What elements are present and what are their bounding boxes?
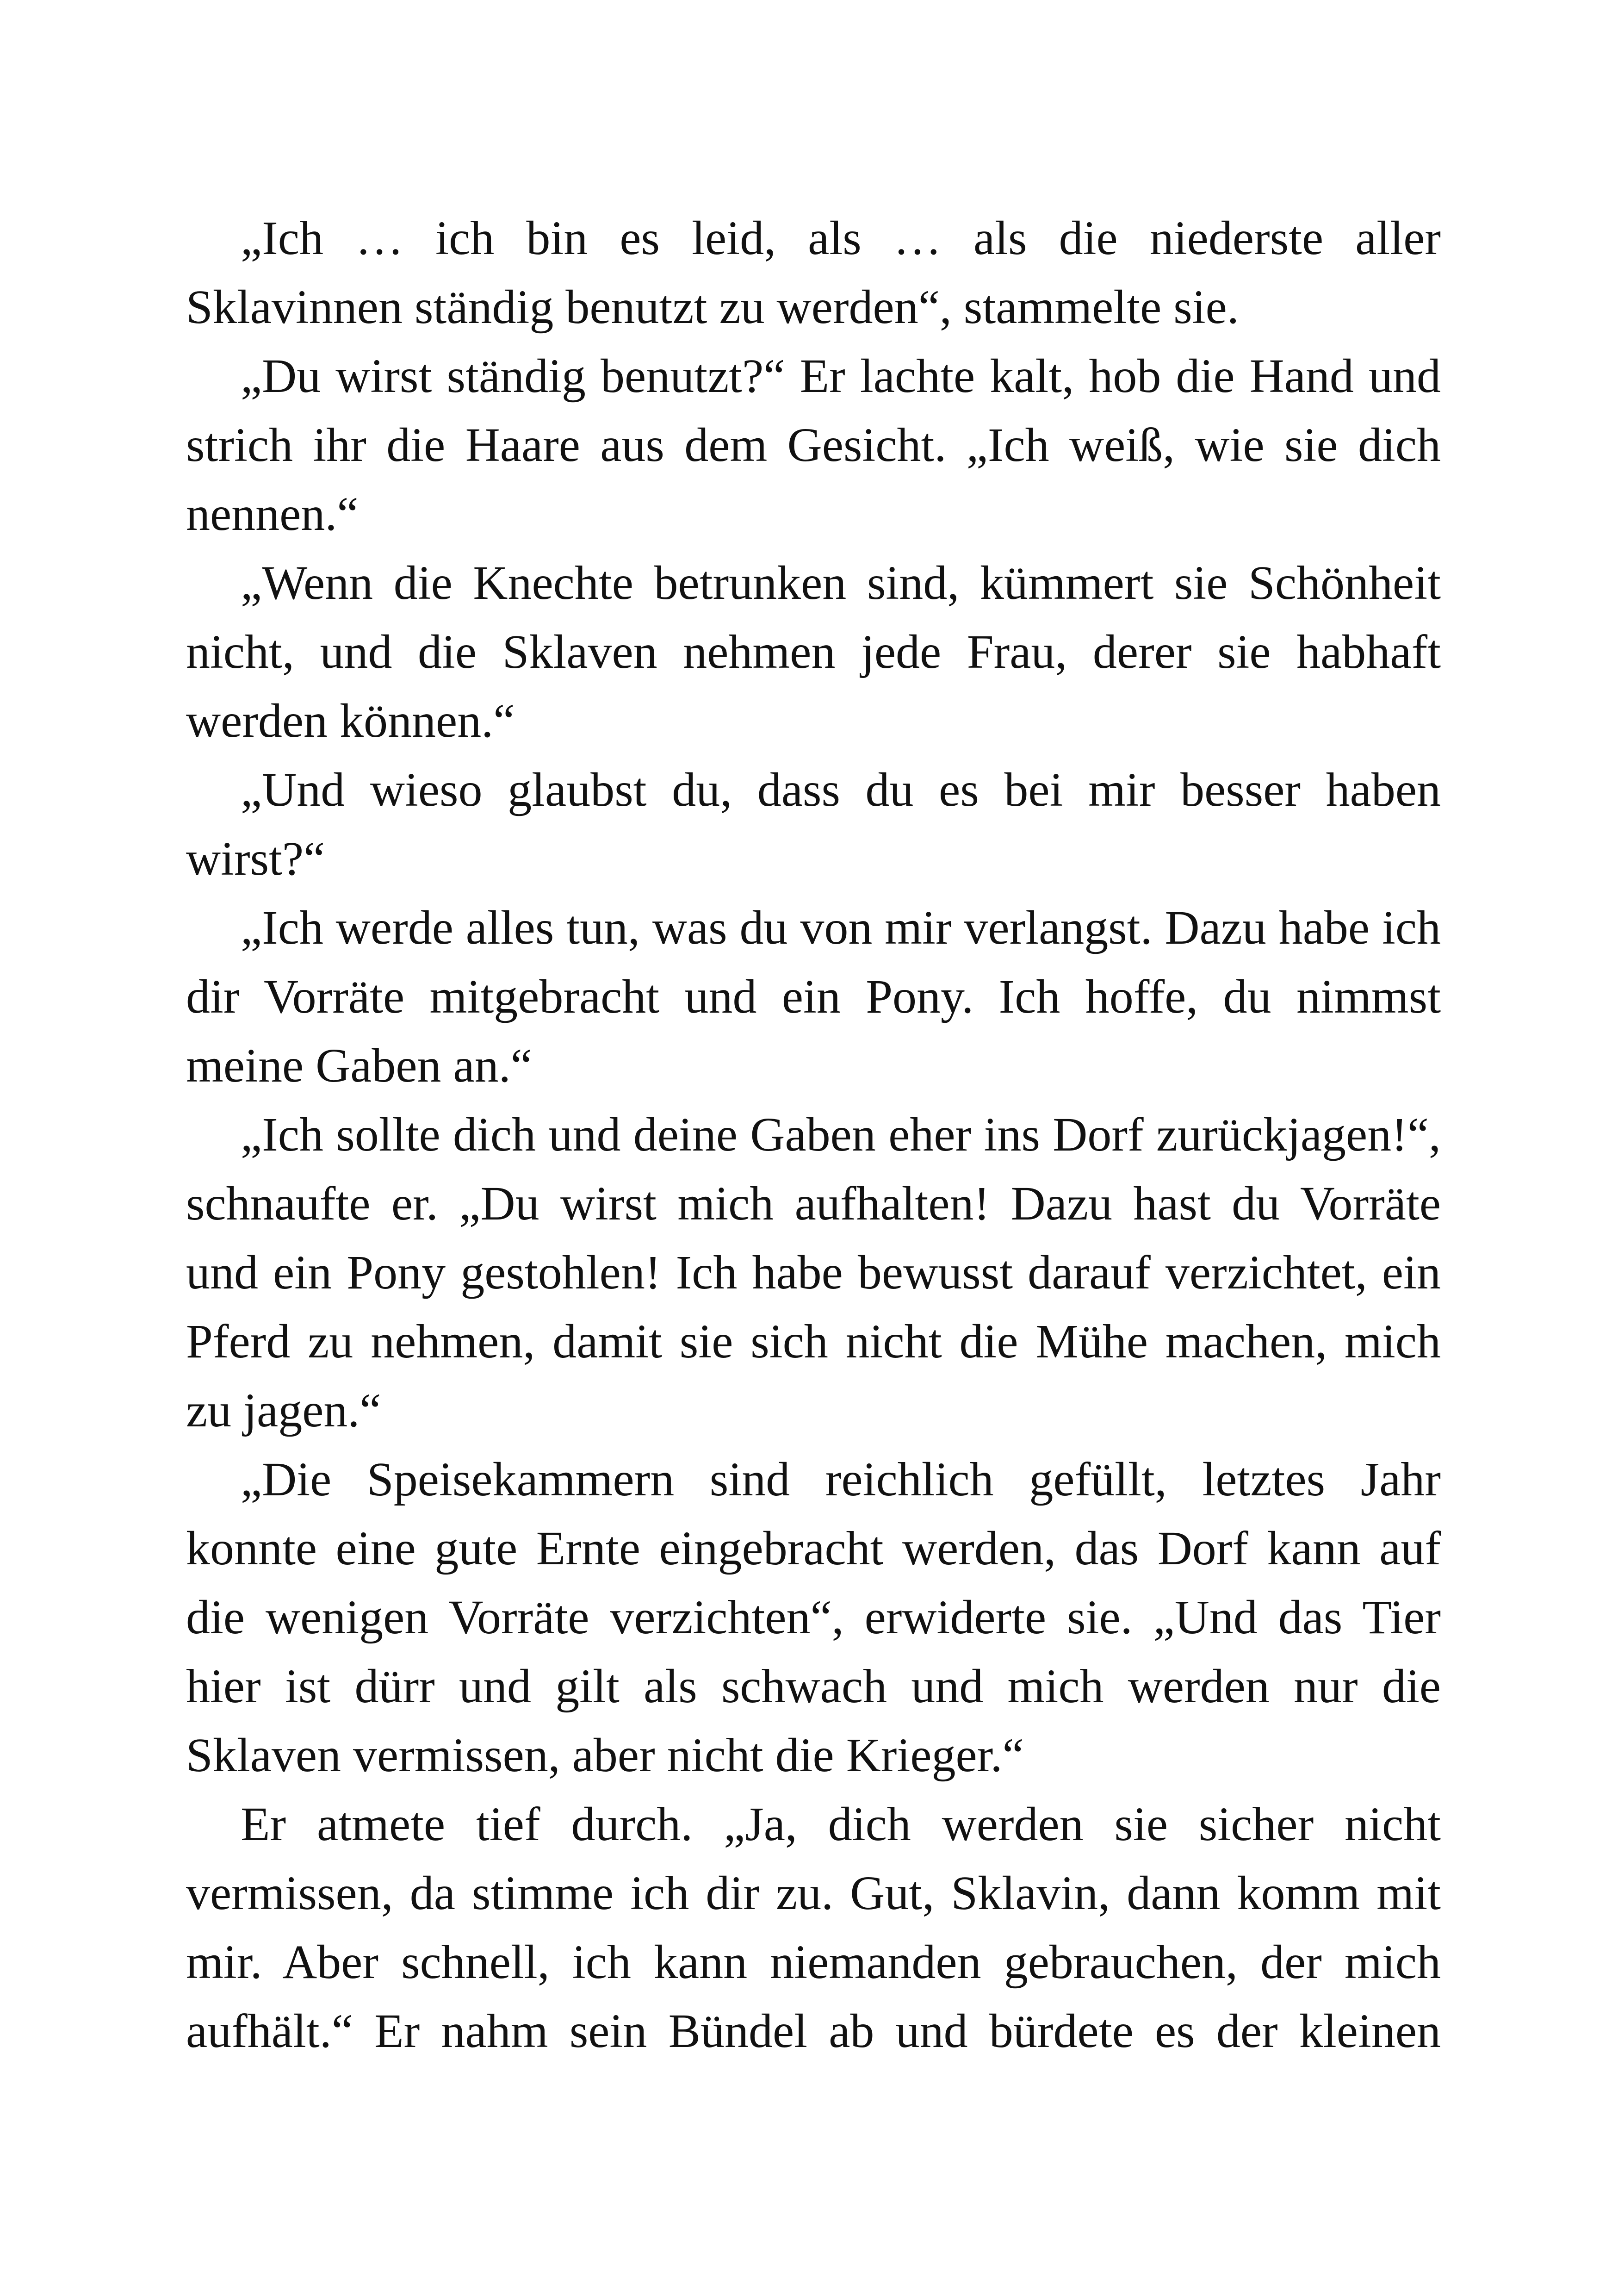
paragraph: „Ich … ich bin es leid, als … als die niederste aller Sklavinnen ständig benutzt zu werden“, stammelte sie.	[186, 212, 1441, 334]
paragraph: „Ich werde alles tun, was du von mir verlangst. Dazu habe ich dir Vorräte mitgebracht und ein Pony. Ich hoffe, du nimmst meine Gaben an.“	[186, 901, 1441, 1092]
paragraph: „Und wieso glaubst du, dass du es bei mir besser haben wirst?“	[186, 763, 1441, 885]
paragraph-continued: Er atmete tief durch. „Ja, dich werden sie sicher nicht vermissen, da stimme ich dir zu. Gut, Sklavin, dann komm mit mir. Aber schnell, ich kann niemanden gebrauchen, der mich aufhält.“ Er nahm sein Bündel ab und bürdete es der kleinen	[186, 1798, 1441, 2058]
paragraph: „Du wirst ständig benutzt?“ Er lachte kalt, hob die Hand und strich ihr die Haare aus dem Gesicht. „Ich weiß, wie sie dich nennen.“	[186, 349, 1441, 541]
paragraph: „Wenn die Knechte betrunken sind, kümmert sie Schönheit nicht, und die Sklaven nehmen jede Frau, derer sie habhaft werden können.“	[186, 556, 1441, 747]
paragraph: „Die Speisekammern sind reichlich gefüllt, letztes Jahr konnte eine gute Ernte eingebracht werden, das Dorf kann auf die wenigen Vorräte verzichten“, erwiderte sie. „Und das Tier hier ist dürr und gilt als schwach und mich werden nur die Sklaven vermissen, aber nicht die Krieger.“	[186, 1453, 1441, 1782]
body-text	[186, 204, 1441, 2066]
paragraph: „Ich sollte dich und deine Gaben eher ins Dorf zurückjagen!“, schnaufte er. „Du wirst mich aufhalten! Dazu hast du Vorräte und ein Pony gestohlen! Ich habe bewusst darauf verzichtet, ein Pferd zu nehmen, damit sie sich nicht die Mühe machen, mich zu jagen.“	[186, 1108, 1441, 1437]
